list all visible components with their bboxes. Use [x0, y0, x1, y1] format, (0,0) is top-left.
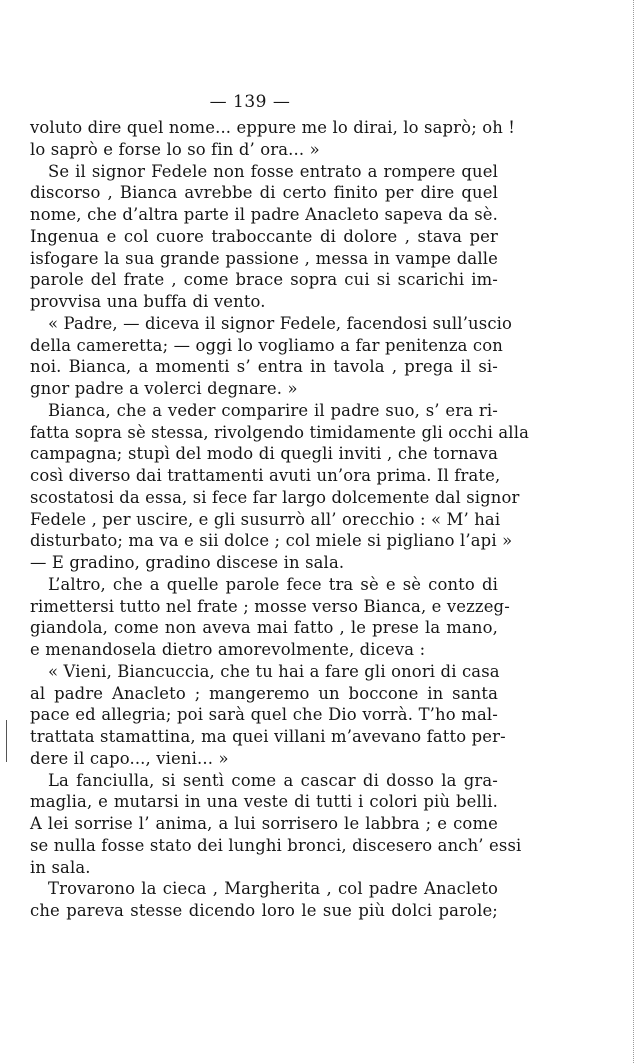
text-line: lo saprò e forse lo so fin d’ ora... » [30, 139, 320, 159]
text-line: Bianca, che a veder comparire il padre suo, s’ era ri- [48, 400, 498, 420]
text-line: e menandosela dietro amorevolmente, diceva : [30, 640, 426, 659]
text-line: gnor padre a volerci degnare. » [30, 379, 298, 398]
text-line: se nulla fosse stato dei lunghi bronci, discesero anch’ essi [30, 835, 522, 855]
text-line: — E gradino, gradino discese in sala. [30, 553, 345, 572]
text-line: scostatosi da essa, si fece far largo dolcemente dal signor [30, 487, 520, 507]
text-line: maglia, e mutarsi in una veste di tutti i colori più belli. [30, 792, 498, 812]
text-line: giandola, come non aveva mai fatto , le prese la mano, [30, 618, 498, 638]
text-line: Ingenua e col cuore traboccante di dolore , stava per [30, 226, 498, 246]
text-line: discorso , Bianca avrebbe di certo finito per dire quel [30, 183, 498, 203]
text-line: A lei sorrise l’ anima, a lui sorrisero le labbra ; e come [30, 814, 498, 833]
body-text [30, 117, 530, 922]
text-line: trattata stamattina, ma quei villani m’avevano fatto per- [30, 727, 506, 746]
text-line: Fedele , per uscire, e gli susurrò all’ orecchio : « M’ hai [30, 509, 501, 529]
text-line: provvisa una buffa di vento. [30, 292, 266, 311]
text-line: della cameretta; — oggi lo vogliamo a far penitenza con [30, 335, 503, 355]
page-number: — 139 — [209, 92, 291, 112]
text-line: dere il capo..., vieni... » [30, 748, 229, 768]
text-line: Trovarono la cieca , Margherita , col padre Anacleto [48, 879, 498, 899]
margin-mark [6, 720, 7, 762]
text-line: parole del frate , come brace sopra cui si scarichi im- [30, 270, 498, 290]
text-line: pace ed allegria; poi sarà quel che Dio vorrà. T’ho mal- [30, 705, 498, 725]
text-line: noi. Bianca, a momenti s’ entra in tavola , prega il si- [30, 357, 498, 377]
text-line: al padre Anacleto ; mangeremo un boccone in santa [30, 683, 498, 703]
text-line: isfogare la sua grande passione , messa in vampe dalle [30, 248, 498, 268]
text-line: rimettersi tutto nel frate ; mosse verso Bianca, e vezzeg- [30, 596, 510, 616]
text-line: fatta sopra sè stessa, rivolgendo timidamente gli occhi alla [30, 422, 530, 442]
text-line: voluto dire quel nome... eppure me lo dirai, lo saprò; oh ! [30, 118, 516, 137]
text-line: in sala. [30, 857, 91, 877]
text-line: Se il signor Fedele non fosse entrato a rompere quel [48, 161, 498, 181]
text-line: L’altro, che a quelle parole fece tra sè e sè conto di [48, 574, 498, 594]
text-line: campagna; stupì del modo di quegli inviti , che tornava [30, 444, 498, 464]
text-line: La fanciulla, si sentì come a cascar di dosso la gra- [48, 770, 498, 790]
text-line: che pareva stesse dicendo loro le sue più dolci parole; [30, 901, 498, 920]
text-line: nome, che d’altra parte il padre Anacleto sapeva da sè. [30, 205, 498, 224]
scan-edge-marks [631, 0, 634, 1063]
text-line: « Padre, — diceva il signor Fedele, facendosi sull’uscio [48, 313, 513, 333]
text-line: così diverso dai trattamenti avuti un’ora prima. Il frate, [30, 466, 501, 485]
text-line: disturbato; ma va e sii dolce ; col miele si pigliano l’api » [30, 531, 513, 551]
text-line: « Vieni, Biancuccia, che tu hai a fare gli onori di casa [48, 661, 500, 681]
